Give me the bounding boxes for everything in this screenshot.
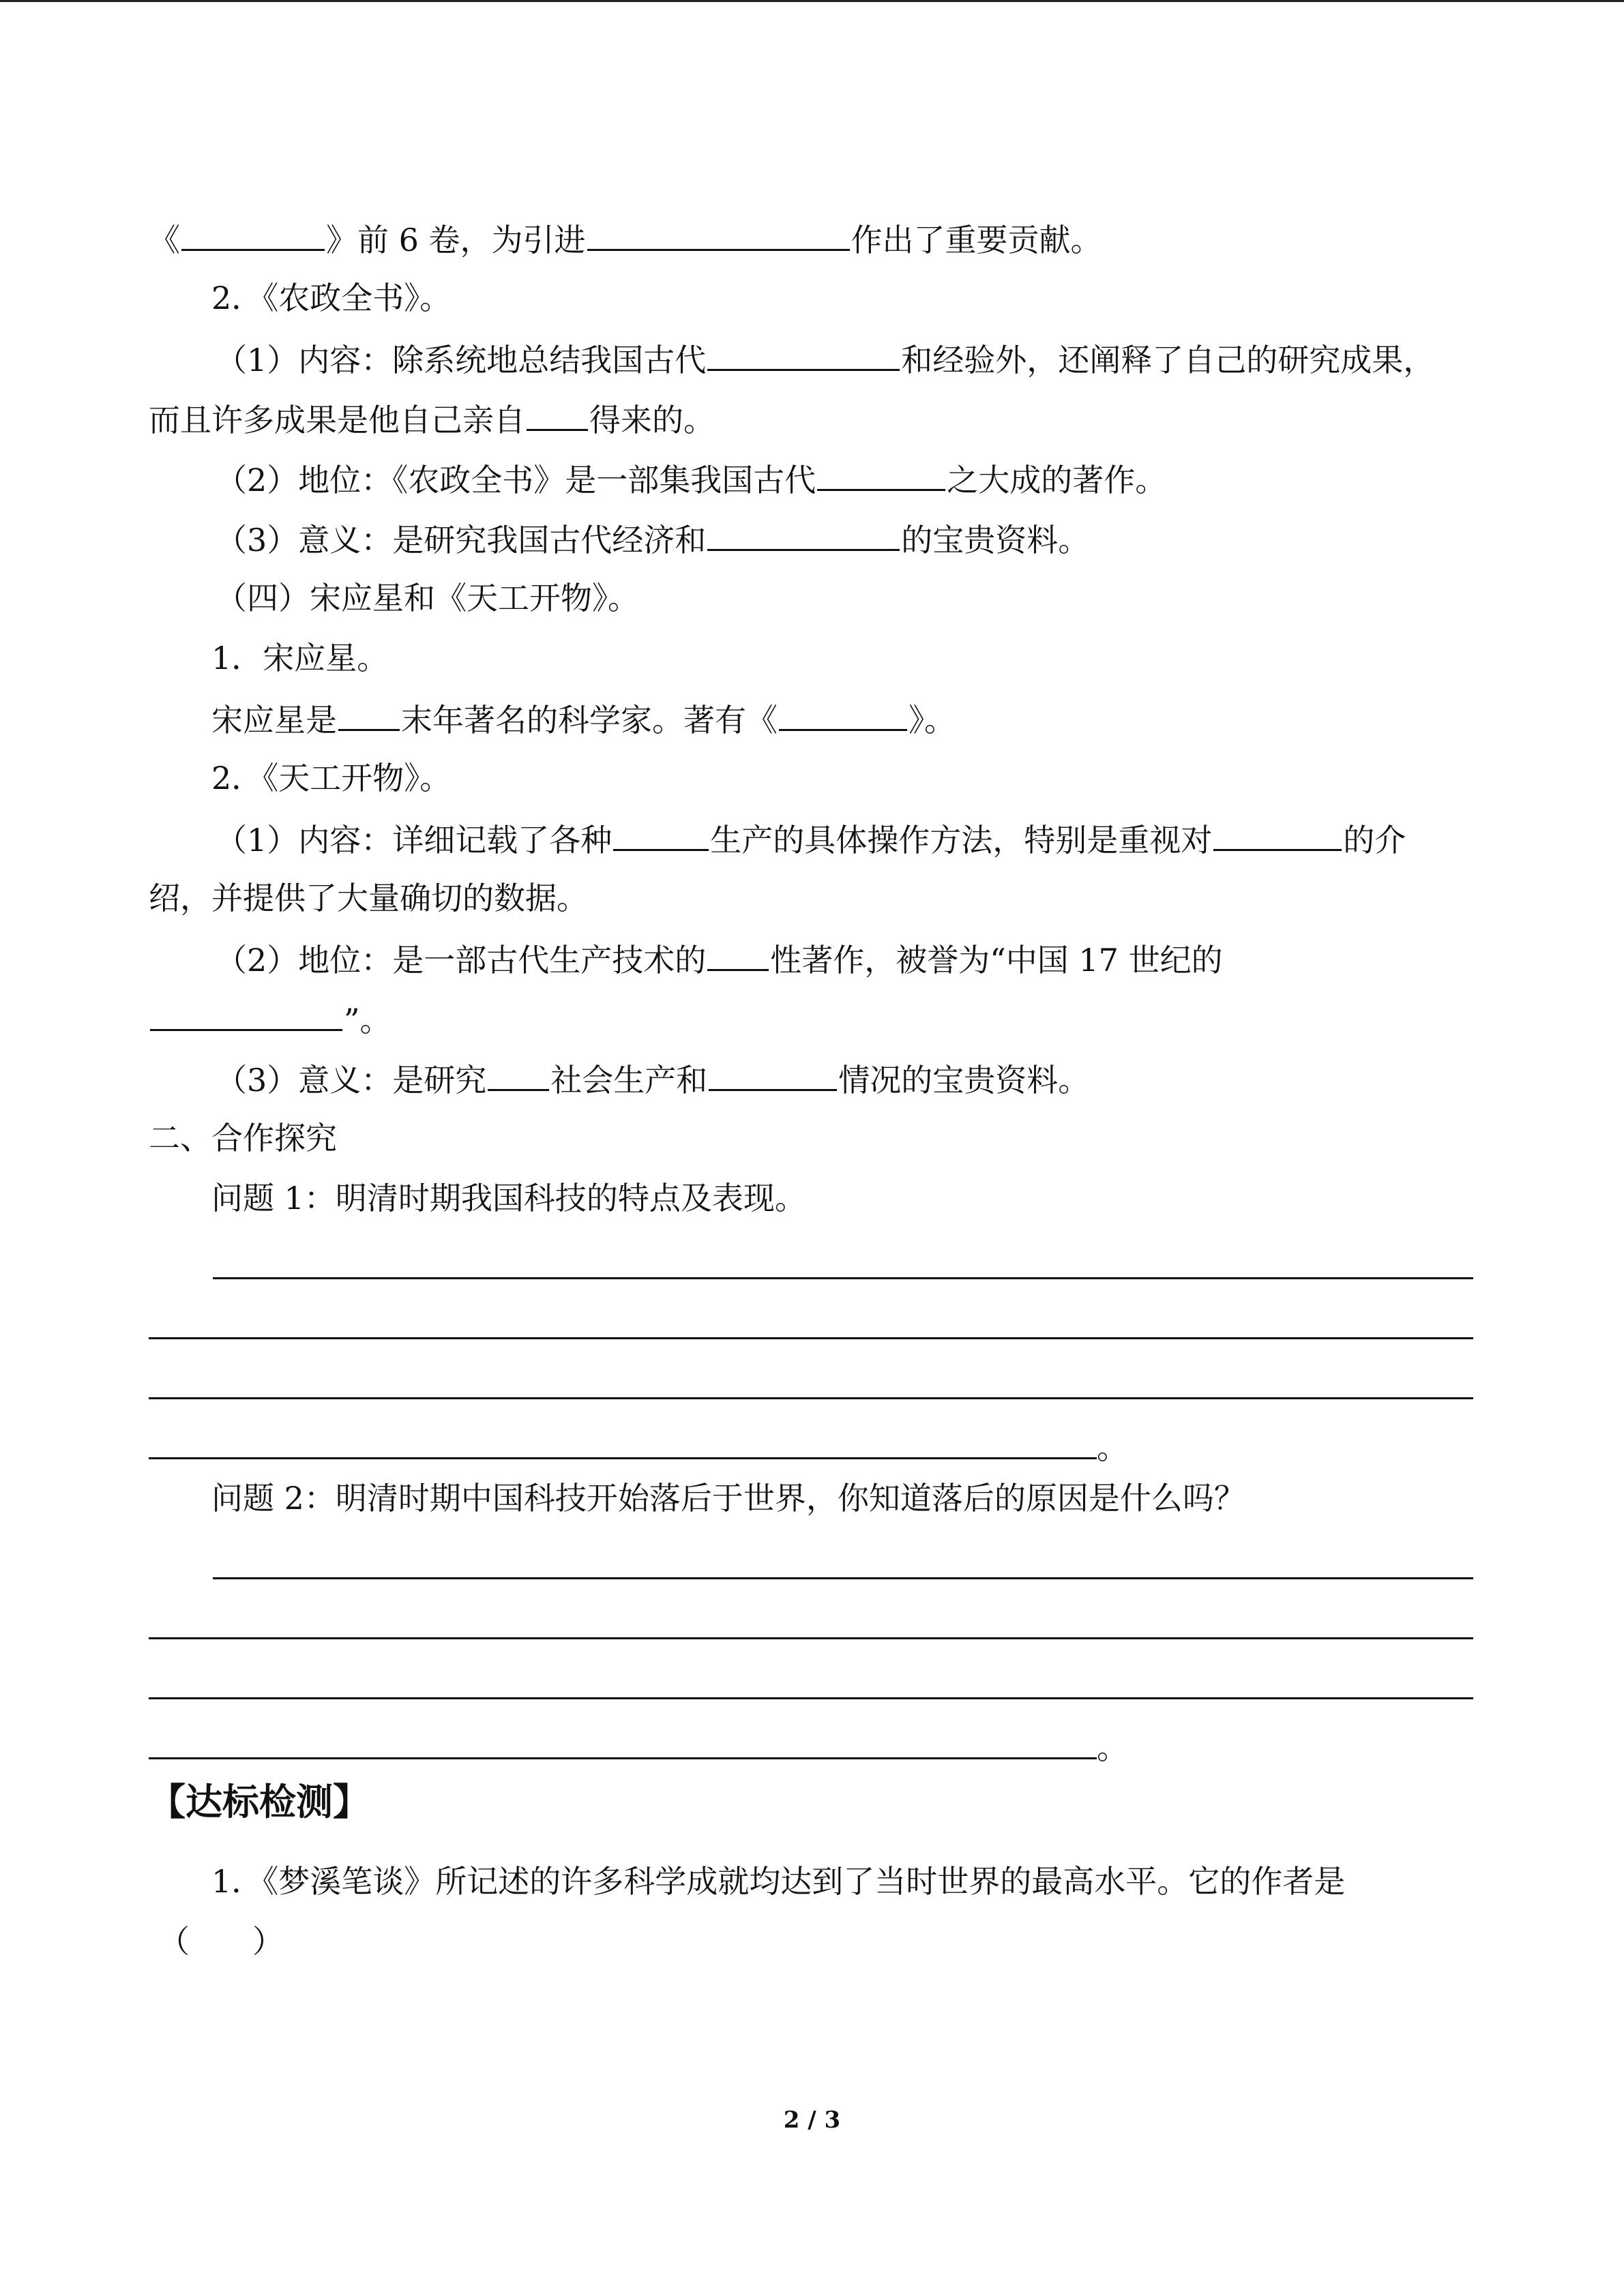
fill-in-blank[interactable] [1213, 818, 1342, 851]
text-line [216, 578, 639, 618]
line-text: 末年著名的科学家。著有《 [401, 702, 778, 739]
answer-line[interactable] [149, 1397, 1473, 1399]
line-text: 2．《天工开物》。 [211, 760, 452, 796]
line-text: 绍，并提供了大量确切的数据。 [149, 880, 588, 916]
text-line [216, 338, 1434, 378]
answer-line[interactable] [149, 1337, 1473, 1339]
end-mark: 。 [1097, 1429, 1128, 1466]
line-text: 之大成的著作。 [947, 462, 1167, 498]
answer-line[interactable] [149, 1457, 1097, 1459]
text-line [216, 518, 1089, 558]
answer-line[interactable] [149, 1697, 1473, 1699]
line-text: 2．《农政全书》。 [211, 280, 452, 316]
answer-parentheses[interactable] [158, 1921, 284, 1962]
text-line [211, 278, 451, 318]
line-text: 1．《梦溪笔谈》所记述的许多科学成就均达到了当时世界的最高水平。它的作者是 [211, 1863, 1346, 1900]
section-title [149, 1118, 337, 1159]
fill-in-blank[interactable] [587, 218, 850, 251]
line-text: 问题 1：明清时期我国科技的特点及表现。 [211, 1180, 806, 1217]
question-1 [211, 1178, 806, 1219]
page-number: 2 / 3 [783, 2106, 841, 2134]
line-text: （3）意义：是研究 [216, 1062, 487, 1099]
text-line [149, 878, 588, 919]
line-text: 》。 [909, 702, 956, 739]
line-text: （2）地位：《农政全书》是一部集我国古代 [216, 462, 816, 498]
answer-line[interactable] [213, 1277, 1473, 1279]
line-text: （2）地位：是一部古代生产技术的 [216, 942, 707, 979]
section-heading: 【达标检测】 [149, 1780, 370, 1823]
fill-in-blank[interactable] [181, 218, 325, 251]
line-text: 》前 6 卷，为引进 [326, 222, 586, 258]
fill-in-blank[interactable] [488, 1058, 549, 1091]
answer-line[interactable] [149, 1757, 1097, 1759]
text-line [211, 758, 451, 799]
text-line [216, 458, 1166, 498]
fill-in-blank[interactable] [527, 398, 588, 431]
line-text: 1．宋应星。 [211, 640, 389, 676]
fill-in-blank[interactable] [707, 338, 900, 371]
text-line [211, 638, 388, 679]
text-line [216, 1058, 1089, 1099]
line-text: 的宝贵资料。 [901, 522, 1090, 558]
line-text: （1）内容：除系统地总结我国古代 [216, 342, 707, 378]
fill-in-blank[interactable] [613, 818, 709, 851]
question-2 [211, 1478, 1245, 1519]
line-text: 的介 [1343, 822, 1406, 859]
line-text: 和经验外，还阐释了自己的研究成果， [901, 342, 1435, 378]
text-line [216, 818, 1406, 859]
text-line [211, 698, 956, 739]
fill-in-blank[interactable] [150, 998, 342, 1031]
line-text: 社会生产和 [550, 1062, 708, 1099]
fill-in-blank[interactable] [707, 938, 769, 971]
line-text: 生产的具体操作方法，特别是重视对 [710, 822, 1213, 859]
line-text: 作出了重要贡献。 [851, 222, 1102, 258]
fill-in-blank[interactable] [779, 698, 907, 731]
fill-in-blank[interactable] [817, 458, 945, 491]
line-text: 性著作，被誉为“中国 17 世纪的 [770, 942, 1223, 979]
line-text: （3）意义：是研究我国古代经济和 [216, 522, 707, 558]
fill-in-blank[interactable] [338, 698, 400, 731]
text-line [149, 398, 715, 438]
test-question-1 [211, 1861, 1345, 1902]
line-text: （四）宋应星和《天工开物》。 [216, 580, 639, 616]
line-text: 二、合作探究 [149, 1120, 337, 1157]
line-text: （1）内容：详细记载了各种 [216, 822, 612, 859]
line-text: 宋应星是 [211, 702, 337, 739]
text-line [216, 938, 1223, 979]
fill-in-blank[interactable] [707, 518, 900, 551]
line-text: （ ） [158, 1923, 284, 1960]
fill-in-blank[interactable] [709, 1058, 837, 1091]
end-mark: 。 [1097, 1729, 1128, 1766]
text-line [149, 998, 392, 1039]
line-text: ”。 [344, 1002, 392, 1039]
answer-line[interactable] [149, 1637, 1473, 1639]
line-text: 《 [149, 222, 180, 258]
answer-line[interactable] [213, 1577, 1473, 1579]
line-text: 问题 2：明清时期中国科技开始落后于世界，你知道落后的原因是什么吗？ [211, 1480, 1245, 1517]
text-line [149, 218, 1102, 258]
line-text: 得来的。 [589, 402, 715, 438]
line-text: 情况的宝贵资料。 [838, 1062, 1090, 1099]
line-text: 而且许多成果是他自己亲自 [149, 402, 525, 438]
